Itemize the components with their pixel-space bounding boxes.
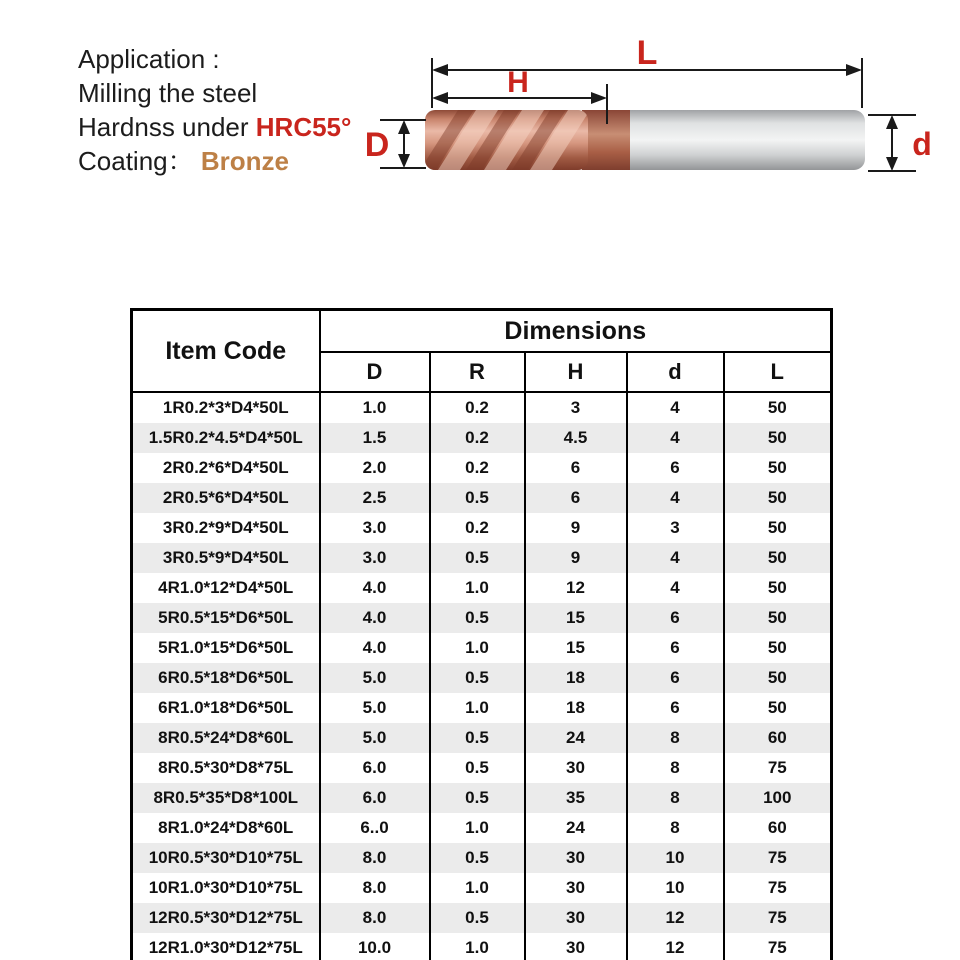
value-cell-d: 6 <box>627 453 724 483</box>
value-cell-L: 50 <box>724 453 832 483</box>
dim-D-arrowhead-bottom <box>398 154 410 168</box>
value-cell-H: 24 <box>525 813 627 843</box>
value-cell-R: 0.5 <box>430 483 525 513</box>
item-code-cell: 2R0.5*6*D4*50L <box>132 483 320 513</box>
value-cell-L: 50 <box>724 543 832 573</box>
value-cell-R: 1.0 <box>430 873 525 903</box>
item-code-cell: 8R0.5*24*D8*60L <box>132 723 320 753</box>
dim-H-arrowhead-right <box>591 92 607 104</box>
value-cell-H: 6 <box>525 453 627 483</box>
value-cell-D: 6..0 <box>320 813 430 843</box>
value-cell-D: 8.0 <box>320 903 430 933</box>
value-cell-R: 1.0 <box>430 933 525 960</box>
table-row <box>132 723 832 753</box>
flute-section <box>420 110 590 170</box>
value-cell-H: 30 <box>525 873 627 903</box>
value-cell-L: 50 <box>724 693 832 723</box>
value-cell-D: 4.0 <box>320 603 430 633</box>
tool-image <box>420 110 865 170</box>
table-row <box>132 513 832 543</box>
dim-d-arrowhead-bottom <box>886 157 898 171</box>
value-cell-D: 6.0 <box>320 753 430 783</box>
value-cell-L: 50 <box>724 423 832 453</box>
value-cell-R: 0.5 <box>430 753 525 783</box>
table-row <box>132 392 832 423</box>
value-cell-D: 2.5 <box>320 483 430 513</box>
item-code-cell: 4R1.0*12*D4*50L <box>132 573 320 603</box>
dimensions-header: Dimensions <box>320 310 832 353</box>
value-cell-d: 8 <box>627 813 724 843</box>
table-row <box>132 543 832 573</box>
table-row <box>132 423 832 453</box>
table-row <box>132 933 832 960</box>
value-cell-H: 4.5 <box>525 423 627 453</box>
table-row <box>132 813 832 843</box>
value-cell-d: 3 <box>627 513 724 543</box>
item-code-cell: 1R0.2*3*D4*50L <box>132 392 320 423</box>
value-cell-L: 75 <box>724 753 832 783</box>
value-cell-R: 0.5 <box>430 903 525 933</box>
col-header-D: D <box>320 352 430 392</box>
value-cell-R: 0.5 <box>430 543 525 573</box>
value-cell-L: 75 <box>724 903 832 933</box>
col-header-H: H <box>525 352 627 392</box>
value-cell-d: 6 <box>627 603 724 633</box>
item-code-cell: 10R0.5*30*D10*75L <box>132 843 320 873</box>
value-cell-R: 0.5 <box>430 663 525 693</box>
item-code-cell: 8R1.0*24*D8*60L <box>132 813 320 843</box>
value-cell-R: 1.0 <box>430 573 525 603</box>
value-cell-H: 9 <box>525 513 627 543</box>
table-row <box>132 873 832 903</box>
item-code-cell: 1.5R0.2*4.5*D4*50L <box>132 423 320 453</box>
value-cell-R: 0.2 <box>430 392 525 423</box>
value-cell-R: 0.2 <box>430 453 525 483</box>
value-cell-R: 0.5 <box>430 603 525 633</box>
value-cell-L: 75 <box>724 843 832 873</box>
value-cell-H: 24 <box>525 723 627 753</box>
value-cell-D: 4.0 <box>320 573 430 603</box>
table-row <box>132 753 832 783</box>
value-cell-D: 10.0 <box>320 933 430 960</box>
value-cell-L: 100 <box>724 783 832 813</box>
value-cell-d: 12 <box>627 903 724 933</box>
value-cell-L: 60 <box>724 723 832 753</box>
value-cell-d: 8 <box>627 783 724 813</box>
value-cell-L: 60 <box>724 813 832 843</box>
col-header-L: L <box>724 352 832 392</box>
value-cell-L: 75 <box>724 933 832 960</box>
value-cell-D: 5.0 <box>320 663 430 693</box>
value-cell-D: 8.0 <box>320 873 430 903</box>
value-cell-H: 15 <box>525 633 627 663</box>
item-code-cell: 2R0.2*6*D4*50L <box>132 453 320 483</box>
table-row <box>132 783 832 813</box>
item-code-cell: 5R0.5*15*D6*50L <box>132 603 320 633</box>
shank-section <box>610 110 865 170</box>
item-code-cell: 8R0.5*35*D8*100L <box>132 783 320 813</box>
value-cell-R: 1.0 <box>430 693 525 723</box>
value-cell-d: 6 <box>627 663 724 693</box>
value-cell-D: 4.0 <box>320 633 430 663</box>
table-row <box>132 693 832 723</box>
value-cell-D: 5.0 <box>320 723 430 753</box>
coating-value: Bronze <box>200 146 289 176</box>
dim-D-arrowhead-top <box>398 120 410 134</box>
value-cell-H: 9 <box>525 543 627 573</box>
value-cell-d: 6 <box>627 633 724 663</box>
value-cell-H: 30 <box>525 843 627 873</box>
dim-label-d: d <box>912 126 932 162</box>
value-cell-H: 18 <box>525 693 627 723</box>
value-cell-H: 30 <box>525 933 627 960</box>
value-cell-L: 50 <box>724 513 832 543</box>
table-row <box>132 633 832 663</box>
value-cell-L: 50 <box>724 633 832 663</box>
value-cell-D: 3.0 <box>320 513 430 543</box>
value-cell-d: 4 <box>627 423 724 453</box>
value-cell-R: 0.5 <box>430 723 525 753</box>
table-row <box>132 903 832 933</box>
col-header-d: d <box>627 352 724 392</box>
value-cell-d: 12 <box>627 933 724 960</box>
coating-label: Coating： <box>78 146 194 176</box>
table-body <box>132 392 832 960</box>
coating-line <box>78 144 351 178</box>
product-info <box>78 42 351 178</box>
dim-label-H: H <box>507 66 529 99</box>
item-code-header: Item Code <box>132 310 320 393</box>
item-code-cell: 12R0.5*30*D12*75L <box>132 903 320 933</box>
value-cell-D: 6.0 <box>320 783 430 813</box>
value-cell-L: 50 <box>724 573 832 603</box>
value-cell-d: 6 <box>627 693 724 723</box>
value-cell-L: 50 <box>724 603 832 633</box>
value-cell-R: 1.0 <box>430 633 525 663</box>
value-cell-D: 1.5 <box>320 423 430 453</box>
dim-label-L: L <box>636 34 658 72</box>
value-cell-H: 12 <box>525 573 627 603</box>
hardness-line <box>78 110 351 144</box>
item-code-cell: 5R1.0*15*D6*50L <box>132 633 320 663</box>
value-cell-H: 6 <box>525 483 627 513</box>
hardness-prefix: Hardnss under <box>78 112 256 142</box>
value-cell-R: 0.2 <box>430 423 525 453</box>
value-cell-R: 1.0 <box>430 813 525 843</box>
item-code-cell: 3R0.2*9*D4*50L <box>132 513 320 543</box>
table-row <box>132 843 832 873</box>
item-code-cell: 8R0.5*30*D8*75L <box>132 753 320 783</box>
dim-L-arrowhead-right <box>846 64 862 76</box>
dim-H-arrowhead-left <box>432 92 448 104</box>
application-text: Milling the steel <box>78 78 258 108</box>
value-cell-H: 18 <box>525 663 627 693</box>
value-cell-d: 4 <box>627 573 724 603</box>
item-code-cell: 3R0.5*9*D4*50L <box>132 543 320 573</box>
table-row <box>132 573 832 603</box>
item-code-cell: 10R1.0*30*D10*75L <box>132 873 320 903</box>
dim-d-arrowhead-top <box>886 115 898 129</box>
item-code-cell: 6R1.0*18*D6*50L <box>132 693 320 723</box>
spec-table <box>130 308 833 960</box>
table-row <box>132 483 832 513</box>
value-cell-H: 30 <box>525 903 627 933</box>
value-cell-d: 4 <box>627 392 724 423</box>
value-cell-d: 4 <box>627 543 724 573</box>
application-label: Application : <box>78 44 220 74</box>
value-cell-d: 4 <box>627 483 724 513</box>
value-cell-L: 50 <box>724 483 832 513</box>
table-row <box>132 453 832 483</box>
value-cell-D: 3.0 <box>320 543 430 573</box>
value-cell-H: 15 <box>525 603 627 633</box>
value-cell-R: 0.5 <box>430 843 525 873</box>
table-row <box>132 663 832 693</box>
value-cell-H: 35 <box>525 783 627 813</box>
item-code-cell: 6R0.5*18*D6*50L <box>132 663 320 693</box>
col-header-R: R <box>430 352 525 392</box>
value-cell-L: 50 <box>724 392 832 423</box>
value-cell-d: 10 <box>627 843 724 873</box>
item-code-cell: 12R1.0*30*D12*75L <box>132 933 320 960</box>
value-cell-d: 8 <box>627 753 724 783</box>
value-cell-L: 75 <box>724 873 832 903</box>
value-cell-d: 10 <box>627 873 724 903</box>
hardness-value: HRC55° <box>255 112 352 142</box>
value-cell-D: 1.0 <box>320 392 430 423</box>
value-cell-H: 30 <box>525 753 627 783</box>
end-mill-diagram <box>360 28 960 218</box>
value-cell-R: 0.2 <box>430 513 525 543</box>
value-cell-d: 8 <box>627 723 724 753</box>
value-cell-D: 8.0 <box>320 843 430 873</box>
dim-label-D: D <box>364 126 390 164</box>
value-cell-D: 2.0 <box>320 453 430 483</box>
dim-L-arrowhead-left <box>432 64 448 76</box>
value-cell-H: 3 <box>525 392 627 423</box>
value-cell-D: 5.0 <box>320 693 430 723</box>
value-cell-R: 0.5 <box>430 783 525 813</box>
value-cell-L: 50 <box>724 663 832 693</box>
table-row <box>132 603 832 633</box>
